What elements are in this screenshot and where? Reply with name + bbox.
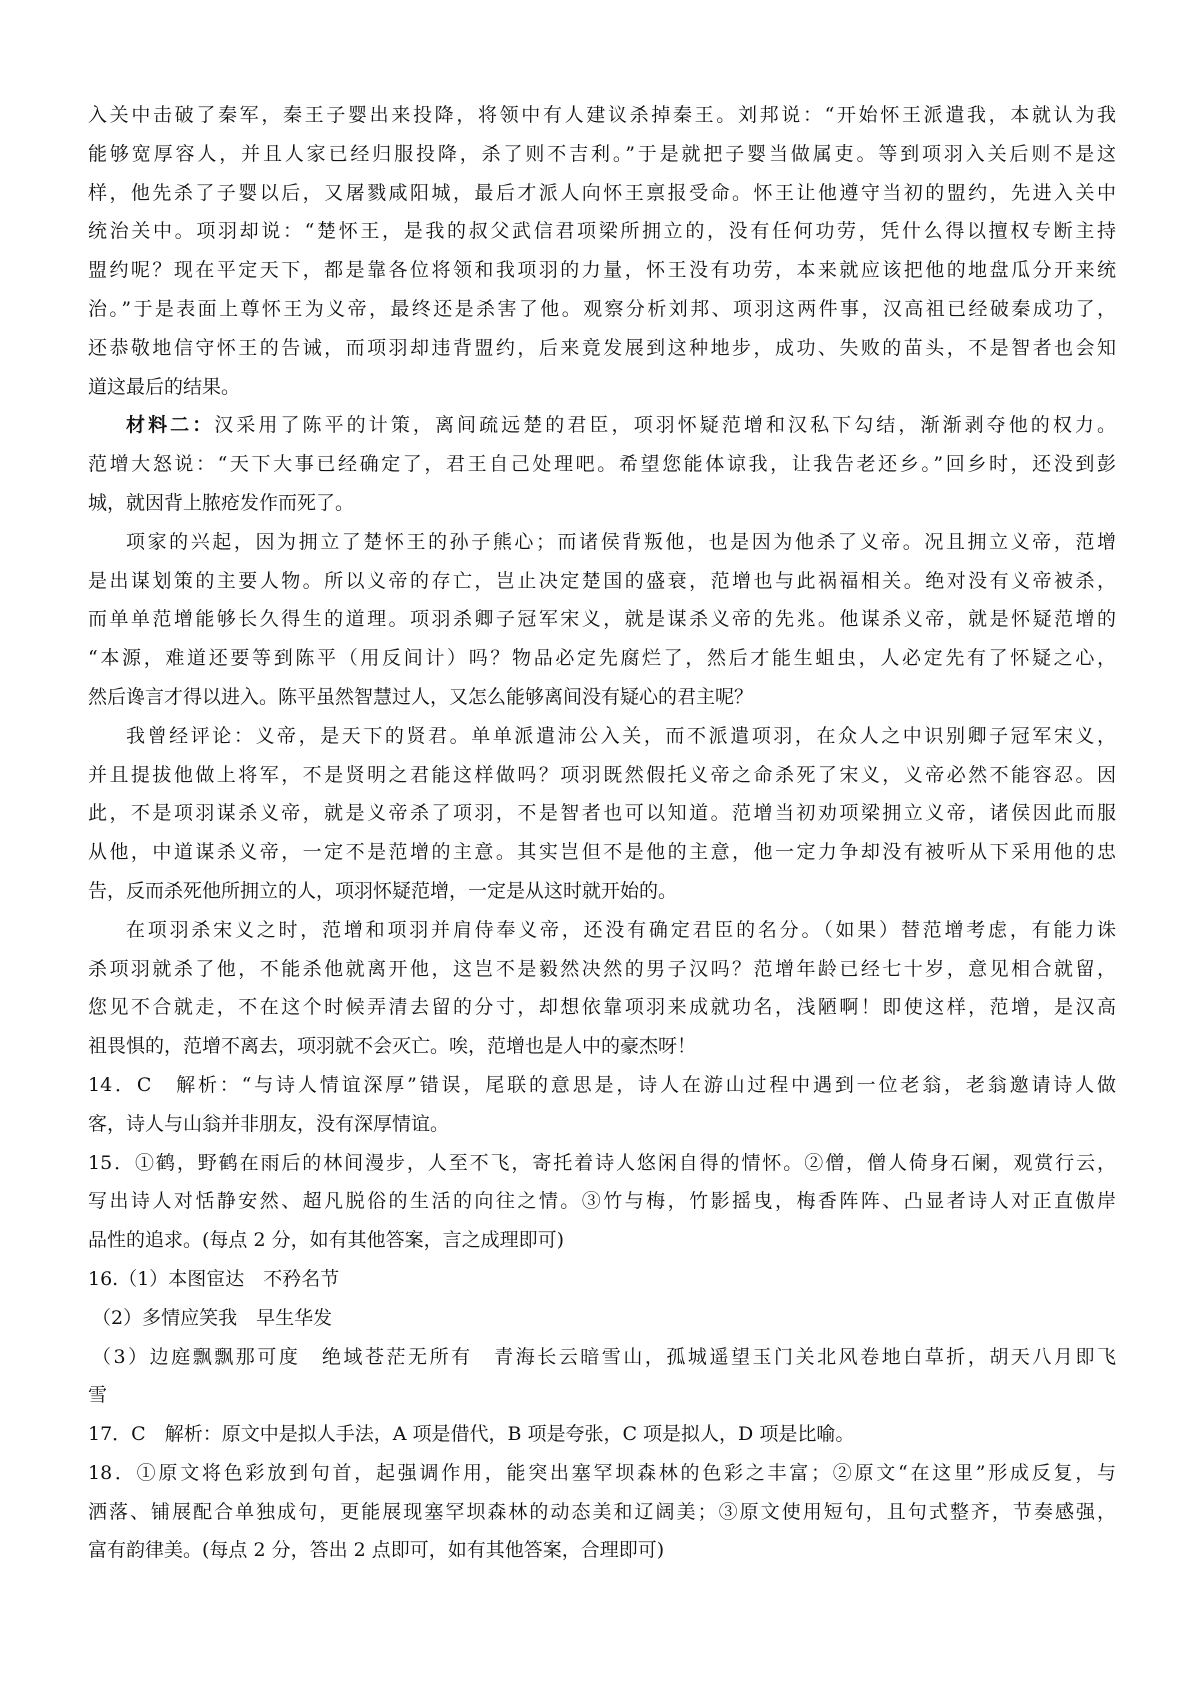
text-line: 然后谗言才得以进入。陈平虽然智慧过人，又怎么能够离间没有疑心的君主呢？ <box>88 685 754 708</box>
text-line: 此，不是项羽谋杀义帝，就是义帝杀了项羽，不是智者也可以知道。范增当初劝项梁拥立义帝，诸侯因此而服 <box>88 802 1116 825</box>
text-line: （3）边庭飘飘那可度 绝域苍茫无所有 青海长云暗雪山，孤城遥望玉门关北风卷地白草折，胡天八月即飞 <box>92 1345 1116 1368</box>
material-two-text: 汉采用了陈平的计策，离间疏远楚的君臣，项羽怀疑范增和汉私下勾结，渐渐剥夺他的权力。 <box>214 414 1116 437</box>
answer-18 <box>88 1454 1116 1570</box>
text-line: 项家的兴起，因为拥立了楚怀王的孙子熊心；而诸侯背叛他，也是因为他杀了义帝。况且拥立义帝，范增 <box>126 530 1116 553</box>
answer-14 <box>88 1066 1116 1144</box>
text-line: 样，他先杀了子婴以后，又屠戮咸阳城，最后才派人向怀王禀报受命。怀王让他遵守当初的盟约，先进入关中 <box>88 181 1116 204</box>
text-line: 而单单范增能够长久得生的道理。项羽杀卿子冠军宋义，就是谋杀义帝的先兆。他谋杀义帝，就是怀疑范增的 <box>88 608 1116 631</box>
answer-17 <box>88 1415 1116 1454</box>
text-line: 告，反而杀死他所拥立的人，项羽怀疑范增，一定是从这时就开始的。 <box>88 879 678 902</box>
text-line: 能够宽厚容人，并且人家已经归服投降，杀了则不吉利。”于是就把子婴当做属吏。等到项羽入关后则不是这 <box>88 142 1116 165</box>
answer-15 <box>88 1144 1116 1260</box>
text-line: 在项羽杀宋义之时，范增和项羽并肩侍奉义帝，还没有确定君臣的名分。（如果）替范增考虑，有能力诛 <box>126 918 1116 941</box>
text-line: 16.（1）本图宦达 不矜名节 <box>88 1267 340 1290</box>
text-line: 15．①鹤，野鹤在雨后的林间漫步，人至不飞，寄托着诗人悠闲自得的情怀。②僧，僧人倚身石阑，观赏行云， <box>88 1151 1116 1174</box>
document-page <box>88 96 1116 1698</box>
text-line: 写出诗人对恬静安然、超凡脱俗的生活的向往之情。③竹与梅，竹影摇曳，梅香阵阵、凸显者诗人对正直傲岸 <box>88 1190 1116 1213</box>
text-line: 并且提拔他做上将军，不是贤明之君能这样做吗？项羽既然假托义帝之命杀死了宋义，义帝必然不能容忍。因 <box>88 763 1116 786</box>
text-line: 您见不合就走，不在这个时候弄清去留的分寸，却想依靠项羽来成就功名，浅陋啊！即使这样，范增，是汉高 <box>88 996 1116 1019</box>
text-line: 盟约呢？现在平定天下，都是靠各位将领和我项羽的力量，怀王没有功劳，本来就应该把他的地盘瓜分开来统 <box>88 259 1116 282</box>
paragraph-fan-zeng <box>88 911 1116 1066</box>
paragraph-material-two <box>88 406 1116 522</box>
paragraph-yi-di-comment <box>88 717 1116 911</box>
text-line: 雪 <box>88 1384 108 1407</box>
paragraph-xiang-family <box>88 523 1116 717</box>
paragraph-liu-bang-xiang-yu <box>88 96 1116 406</box>
text-line: “本源，难道还要等到陈平（用反间计）吗？物品必定先腐烂了，然后才能生蛆虫，人必定先有了怀疑之心， <box>88 647 1116 670</box>
text-line: 我曾经评论：义帝，是天下的贤君。单单派遣沛公入关，而不派遣项羽，在众人之中识别卿子冠军宋义， <box>126 724 1116 747</box>
text-line: （2）多情应笑我 早生华发 <box>92 1306 333 1329</box>
text-line: 杀项羽就杀了他，不能杀他就离开他，这岂不是毅然决然的男子汉吗？范增年龄已经七十岁，意见相合就留， <box>88 957 1116 980</box>
text-line: 城，就因背上脓疮发作而死了。 <box>88 491 355 514</box>
text-line: 客，诗人与山翁并非朋友，没有深厚情谊。 <box>88 1112 450 1135</box>
text-line: 18．①原文将色彩放到句首，起强调作用，能突出塞罕坝森林的色彩之丰富；②原文“在这里”形成反复，与 <box>88 1461 1116 1484</box>
text-line: 统治关中。项羽却说：“楚怀王，是我的叔父武信君项梁所拥立的，没有任何功劳，凭什么得以擅权专断主持 <box>88 220 1116 243</box>
text-line: 范增大怒说：“天下大事已经确定了，君王自己处理吧。希望您能体谅我，让我告老还乡。”回乡时，还没到彭 <box>88 453 1116 476</box>
text-line: 道这最后的结果。 <box>88 375 241 398</box>
text-line: 品性的追求。(每点 2 分，如有其他答案，言之成理即可) <box>88 1229 564 1252</box>
text-line: 还恭敬地信守怀王的告诫，而项羽却违背盟约，后来竟发展到这种地步，成功、失败的苗头，不是智者也会知 <box>88 336 1116 359</box>
text-line: 富有韵律美。(每点 2 分，答出 2 点即可，如有其他答案，合理即可) <box>88 1539 665 1562</box>
text-line: 从他，中道谋杀义帝，一定不是范增的主意。其实岂但不是他的主意，他一定力争却没有被听从下采用他的忠 <box>88 841 1116 864</box>
text-line: 17．C 解析：原文中是拟人手法，A 项是借代，B 项是夸张，C 项是拟人，D 项是比喻。 <box>88 1423 855 1446</box>
text-line <box>88 406 1116 445</box>
text-line: 祖畏惧的，范增不离去，项羽就不会灭亡。唉，范增也是人中的豪杰呀！ <box>88 1035 697 1058</box>
material-two-label: 材料二： <box>126 414 215 437</box>
answer-16 <box>88 1260 1116 1415</box>
text-line: 是出谋划策的主要人物。所以义帝的存亡，岂止决定楚国的盛衰，范增也与此祸福相关。绝对没有义帝被杀， <box>88 569 1116 592</box>
text-line: 14．C 解析：“与诗人情谊深厚”错误，尾联的意思是，诗人在游山过程中遇到一位老翁，老翁邀请诗人做 <box>88 1073 1116 1096</box>
text-line: 洒落、铺展配合单独成句，更能展现塞罕坝森林的动态美和辽阔美；③原文使用短句，且句式整齐，节奏感强， <box>88 1500 1116 1523</box>
text-line: 入关中击破了秦军，秦王子婴出来投降，将领中有人建议杀掉秦王。刘邦说：“开始怀王派遣我，本就认为我 <box>88 104 1116 126</box>
text-line: 治。”于是表面上尊怀王为义帝，最终还是杀害了他。观察分析刘邦、项羽这两件事，汉高祖已经破秦成功了， <box>88 297 1116 320</box>
